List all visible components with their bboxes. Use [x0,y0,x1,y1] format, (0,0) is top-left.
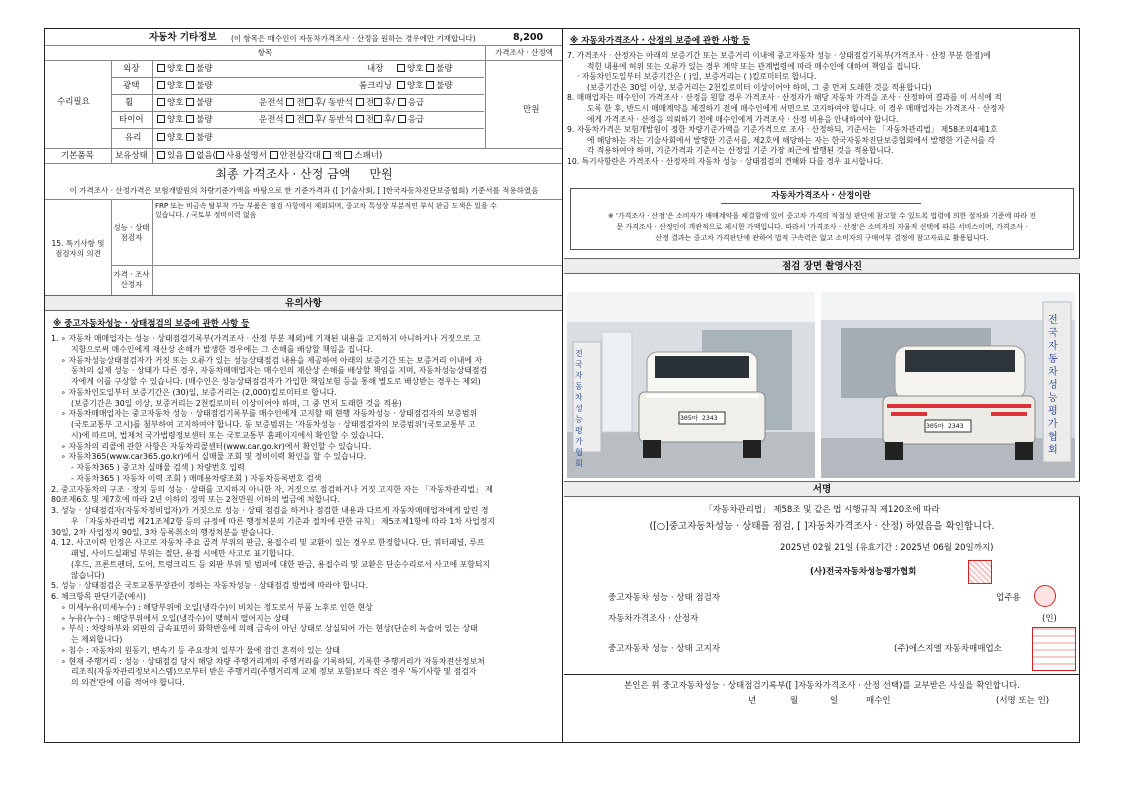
gloss-options[interactable]: 양호 불량 [157,81,213,92]
appraiser-label: 가격 · 조사 산정자 [113,270,150,289]
notice-heading: ※ 중고자동차성능 · 상태점검의 보증에 관한 사항 등 [53,319,250,329]
notice-line: ∘ 자동차매매업자는 중고자동차 성능 · 상태점검기록부를 매수인에게 고지할 때 현행 자동차성능 · 상태점검자의 보증범위 [61,409,478,419]
inspection-photo-front-image [567,292,815,478]
basic-label: 기본품목 [61,151,94,161]
exterior-options[interactable]: 양호 불량 [157,64,213,75]
notice-title: 유의사항 [45,295,562,311]
col-price-header: 가격조사 · 산정액 [495,48,553,57]
notice-line: ∘ 현재 주행거리 : 성능 · 상태점검 당시 해당 차량 주행거리계의 주행거리를 기록하되, 기록한 주행거리가 자동차전산정보처 [61,656,485,666]
sign-law: 「자동차관리법」 제58조 및 같은 법 시행규칙 제120조에 따라 [704,505,940,515]
receipt-day: 일 [830,696,839,706]
notice-line: 지함으로써 매수인에게 재산상 손해가 발생한 경우에는 그 손해를 배상할 책임을 집니다. [71,344,373,354]
tire-positions[interactable]: 운전석 전 후/ 동반석 전 후/ 응급 [259,115,425,125]
notice-line: 80조제6호 및 제7호에 따라 2년 이하의 징역 또는 2천만원 이하의 벌금에 처합니다. [51,495,340,505]
box-text: ※ '가격조사 · 산정'은 소비자가 매매계약을 체결함에 있어 중고차 가격의 적절성 판단에 참고할 수 있도록 법령에 의한 절차와 기준에 따라 전 문 가격조사 · 산정인이 객관적으로 제시한 가액입니다. 따라서 '가격조사 · 산정'은 소비자의 자율적 선택에 따른 서비스이며, 가격조사 · 산정 결과는 중고차 가격판단에 관하여 법적 구속력은 없고 소비자의 구매여부 결정에 참고자료로 활용됩니다. [607,212,1037,242]
notice-line: 3. 성능 · 상태점검자(자동차정비업자)가 거짓으로 성능 · 상태 점검을 하거나 점검한 내용과 다르게 자동차매매업자에게 알린 경 [51,506,489,515]
guarantee-list [567,51,1005,168]
receipt-year: 년 [748,696,757,706]
notice-line: ∘ 침수 : 자동차의 원동기, 변속기 등 주요장치 일부가 물에 잠긴 흔적이 있는 상태 [61,645,341,655]
inspector-seal [1034,585,1056,607]
notice-line: ∘ 자동차의 리콜에 관한 사항은 자동차리콜센터(www.car.go.kr)에서 확인할 수 있습니다. [61,441,372,451]
notice-line: 1. ∘ 자동차 매매업자는 성능 · 상태점검기록부(가격조사 · 산정 부분 제외)에 기재된 내용을 고지하지 아니하거나 거짓으로 고 [51,334,481,343]
room-options[interactable]: 양호 불량 [397,81,453,92]
sign-title: 서명 [564,481,1080,497]
appraiser-mark: (인) [1042,614,1057,624]
notice-line: ∘ 자동차성능상태점검자가 거짓 또는 오류가 있는 성능상태점검 내용을 제공하여 아래의 보증기간 또는 보증거리 이내에 자 [61,355,483,365]
inspector-note: FRP 또는 비금속 탈부착 가능 부품은 점검 사항에서 제외되며, 중고차 특성상 부분적인 부식 판금 도색은 있을 수 있습니다. / 국토부 정비이력 없음 [155,202,497,219]
wheel-options[interactable]: 양호 불량 [157,98,213,109]
notifier-name: (주)에스지엘 자동차매매업소 [894,644,1002,654]
notice-line: ∘ 자동차365(www.car365.go.kr)에서 실매물 조회 및 정비이력 확인을 할 수 있습니다. [61,452,367,462]
license-plate-1: 305마 2343 [680,414,718,422]
notice-line: ∘ 부식 : 차량하부와 외판의 금속표면이 화학반응에 의해 금속이 아닌 상태로 상실되어 가는 현상(단순히 녹슬어 있는 상태 [61,624,478,634]
notice-line: 않습니다) [71,570,105,580]
notice-line: 우 「자동차관리법 제21조제2항 등의 규정에 따른 행정처분의 기준과 절차에 관한 규칙」 제5조제1항에 따라 1차 사업정지 [71,516,496,526]
row-interior-label: 내장 [367,64,384,74]
notice-line: 4. 12. 사고이력 인정은 사고로 자동차 주요 골격 부위의 판금, 용접수리 및 교환이 있는 경우로 한정합니다. 단, 쿼터패널, 루프 [51,538,485,548]
row-exterior-label: 외장 [123,64,140,74]
notice-line: ∘ 자동차인도일부터 보증기간은 (30)일, 보증거리는 (2,000)킬로미터로 합니다. [61,387,337,397]
info-title: 자동차 기타정보 [149,32,217,43]
document-sheet [44,28,1080,743]
notice-line: - 자동차365 ) 중고차 실매물 검색 ) 차량번호 입력 [71,463,245,472]
association-banner-2: 전국자동차성능평가협회 [1048,315,1058,456]
notice-line: 자에게 이를 구상할 수 있습니다. (매수인은 성능상태점검자가 가입한 책임보험 등을 통해 별도로 배상받는 경우는 제외) [71,377,481,386]
notice-line: 6. 체크항목 판단기준(예시) [51,592,146,601]
notice-line: 시)에 따르며, 법제처 국가법령정보센터 또는 국토교통부 홈페이지에서 확인할 수 있습니다. [71,430,384,440]
guarantee-line: 8. 매매업자는 매수인이 가격조사 · 산정을 원할 경우 가격조사 · 산정자가 해당 자동차 가격을 조사 · 산정하여 결과를 이 서식에 적 [567,93,1002,103]
guarantee-line: · 자동차인도일부터 보증기간은 ( )일, 보증거리는 ( )킬로미터로 합니다. [577,72,817,82]
inspection-photo-front [567,292,815,478]
org-seal [968,560,992,584]
inspection-photo-rear-image [821,292,1075,478]
row-wheel-label: 휠 [125,98,134,108]
info-subtitle: (이 항목은 매수인이 자동차가격조사 · 산정을 원하는 경우에만 기재합니다) [231,34,476,43]
guarantee-line: (보증기간은 30일 이상, 보증거리는 2천킬로미터 이상이어야 하며, 그 중 먼저 도래한 것을 적용합니다) [587,82,932,92]
notice-line: 는 제외합니다) [71,635,123,644]
notice-line: 5. 성능 · 상태점검은 국토교통부장관이 정하는 자동차성능 · 상태점검 방법에 따라야 합니다. [51,581,369,591]
guarantee-line: 9. 자동차가격은 보험개발원이 정한 차량기준가액을 기준가격으로 조사 · 산정하되, 기준서는 「자동차관리법」 제58조의4제1호 [567,125,998,135]
col-item-header: 항목 [257,48,273,57]
notice-line: (보증기간은 30일 이상, 보증거리는 2천킬로미터 이상이어야 하며, 그 중 먼저 도래한 것을 적용) [71,398,402,408]
guarantee-line: 각 적용하여야 하며, 기준가격과 기준서는 산정일 기준 가장 최근에 발행된 것을 적용합니다. [587,146,894,156]
guarantee-line: 에 해당하는 자는 기술사회에서 발행한 기준서를, 제2호에 해당하는 자는 한국자동차진단보증협회에서 발행한 기준서를 각 [587,135,995,145]
wheel-positions[interactable]: 운전석 전 후/ 동반석 전 후/ 응급 [259,98,425,108]
final-note: 이 가격조사 · 산정가격은 보험개발원의 차량기준가액을 바탕으로 한 기준가격과 ([ ]기술사회, [ ]한국자동차진단보증협회) 기준서를 적용하였음 [69,186,539,195]
row-room-label: 룸크리닝 [359,81,392,91]
special-label: 15. 특기사항 및 점검자의 의견 [51,239,105,258]
sign-confirm: ([○]중고자동차성능 · 상태를 점검, [ ]자동차가격조사 · 산정) 하였음을 확인합니다. [649,521,995,532]
notice-line: 의 의견'란에 이를 적어야 합니다. [71,678,185,687]
notice-line: ∘ 누유(누수) : 해당부위에서 오일(냉각수)이 맺혀서 떨어지는 상태 [61,613,290,623]
inspector-stamp-label: 업주용 [996,593,1021,603]
notice-line: 리조직(자동차관리정보시스템)으로부터 받은 주행거리(주행거리계 교체 정보 포함)보다 적은 경우 '특기사항 및 점검자 [71,667,477,677]
notice-list [51,334,559,689]
notice-line: 패널, 사이드실패널 부위는 절단, 용접 시에만 사고로 표기합니다. [71,549,295,558]
guarantee-line: 에게 가격조사 · 산정을 의뢰하기 전에 매수인에게 가격조사 · 산정 비용을 안내하여야 합니다. [587,114,899,124]
sign-org: (사)전국자동차성능평가협회 [810,567,917,577]
notice-line: 30일, 2차 사업정지 90일, 3차 등록취소의 행정처분을 받습니다. [51,527,274,537]
buyer-sign: (서명 또는 인) [996,696,1050,706]
notifier-role: 중고자동차 성능 · 상태 고지자 [608,644,721,654]
license-plate-2: 305마 2343 [926,422,964,430]
info-amount: 8,200 [513,32,544,43]
glass-options[interactable]: 양호 불량 [157,133,213,144]
notice-line: 동차의 실제 성능 · 상태가 다른 경우, 자동차매매업자는 매수인의 재산상 손해를 배상할 책임을 지며, 자동차성능상태점검 [71,366,488,376]
notice-line: (후드, 프론트펜더, 도어, 트렁크리드 등 외판 부위 및 범퍼에 대한 판금, 용접수리 및 교환은 단순수리로서 사고에 포함되지 [71,559,491,569]
price-unit: 만원 [523,105,540,115]
row-glass-label: 유리 [125,133,142,143]
receipt-month: 월 [790,696,799,706]
tire-options[interactable]: 양호 불량 [157,115,213,126]
receipt-text: 본인은 위 중고자동차성능 · 상태점검기록부([ ]자동차가격조사 · 산정 선택)를 교부받은 사실을 확인합니다. [624,681,1020,691]
guarantee-line: 7. 가격조사 · 산정자는 아래의 보증기간 또는 보증거리 이내에 중고자동차 성능 · 상태점검기록부(가격조사 · 산정 부분 한정)에 [567,51,991,60]
row-gloss-label: 광택 [123,81,140,91]
basic-options[interactable]: 있음 없음( 사용설명서 안전삼각대 잭 스패너) [157,151,382,162]
guarantee-line: 적힌 내용에 허위 또는 오류가 있는 경우 계약 또는 관계법령에 따라 매수인에 대하여 책임을 집니다. [587,61,921,71]
holding-label: 보유상태 [115,151,148,161]
inspector-label: 성능 · 상태 점검자 [113,223,150,242]
notice-line: - 자동차365 ) 자동차 이력 조회 ) 매매용차량조회 ) 자동차등록번호 검색 [71,473,322,483]
repair-label: 수리필요 [57,97,90,107]
buyer-label: 매수인 [866,696,891,706]
appraiser-role: 자동차가격조사 · 산정자 [608,614,699,624]
association-banner-1: 전국자동차성능평가협회 [575,349,583,468]
left-column [45,29,563,742]
photo-title: 점검 장면 촬영사진 [564,258,1080,274]
right-column [564,29,1080,742]
notifier-seal [1032,627,1076,671]
row-tire-label: 타이어 [119,115,144,125]
guarantee-heading: ※ 자동차가격조사 · 산정의 보증에 관한 사항 등 [570,36,751,46]
guarantee-line: 10. 특기사항란은 가격조사 · 산정자의 자동차 성능 · 상태점검의 견해와 다를 경우 표시합니다. [567,156,884,166]
final-price: 최종 가격조사 · 산정 금액 만원 [215,167,393,181]
notice-line: ∘ 미세누유(미세누수) : 해당부위에 오일(냉각수)이 비치는 정도로서 부품 노후로 인한 현상 [61,602,373,612]
box-title: 자동차가격조사 · 산정이란 [721,191,921,204]
appraisal-definition-box [570,188,1074,250]
interior-options[interactable]: 양호 불량 [397,64,453,75]
inspector-role: 중고자동차 성능 · 상태 점검자 [608,593,721,603]
notice-line: 2. 중고자동차의 구조 · 장치 등의 성능 · 상태를 고지하지 아니한 자, 거짓으로 점검하거나 거짓 고지한 자는 「자동차관리법」 제 [51,484,493,494]
inspection-photo-rear [821,292,1075,478]
guarantee-line: 도록 한 후, 반드시 매매계약을 체결하기 전에 매수인에게 서면으로 고지하여야 합니다. 이 경우 매매업자는 가격조사 · 산정자 [587,103,1005,113]
notice-line: (국토교통부 고시)를 첨부하여 고지하여야 합니다. 동 보증범위는 '자동차성능 · 상태점검자의 보증범위'(국토교통부 고 [71,420,476,429]
sign-date: 2025년 02월 21일 (유효기간 : 2025년 06월 20일까지) [780,543,994,553]
